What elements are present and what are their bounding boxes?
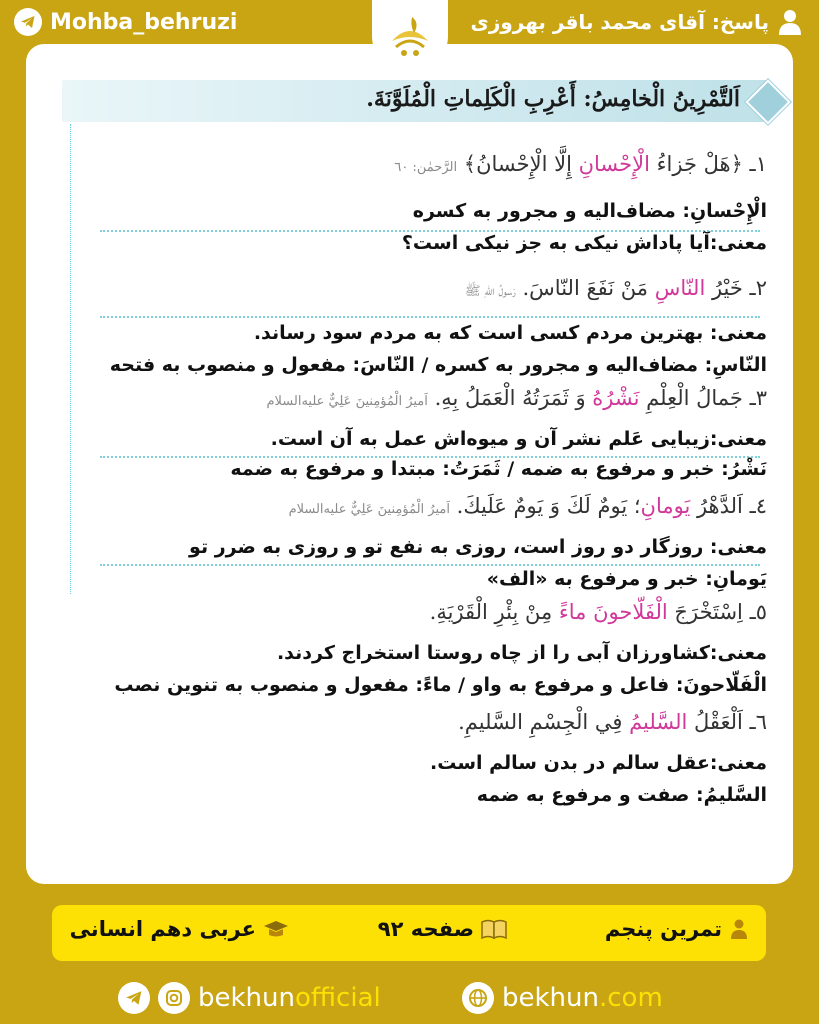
website-link[interactable] <box>462 982 663 1014</box>
social-handle[interactable] <box>118 982 381 1014</box>
translation-line: معنی:کشاورزان آبی را از چاه روستا استخراج کردند. <box>276 642 767 664</box>
telegram-icon <box>118 982 150 1014</box>
instagram-icon <box>158 982 190 1014</box>
translation-line: معنی:زیبایی عَلم نشر آن و میوه‌اش عمل به آن است. <box>270 428 767 450</box>
globe-icon <box>462 982 494 1014</box>
highlighted-word: نَشْرُهُ <box>592 386 640 410</box>
graduation-cap-icon <box>262 918 290 940</box>
arabic-sentence-6: ٦ـ اَلْعَقْلُ السَّليمُ فِي الْجِسْمِ السَّليمِ. <box>458 710 767 734</box>
arabic-sentence-2: ٢ـ خَيْرُ النّاسِ مَنْ نَفَعَ النّاسَ. رَسولُ اللهِ ﷺ <box>464 276 767 300</box>
analysis-line: السَّلیمُ: صفت و مرفوع به ضمه <box>476 784 767 806</box>
translation-line: معنی: روزگار دو روز است، روزی به نفع تو و روزی به ضرر تو <box>189 536 767 558</box>
page-label: صفحه ۹۲ <box>378 917 508 941</box>
open-book-icon <box>480 918 508 940</box>
translation-line: معنی:آیا پاداش نیکی به جز نیکی است؟ <box>401 232 767 254</box>
highlighted-word: الْإِحْسانِ <box>578 152 650 176</box>
answer-author <box>471 8 804 36</box>
sentence-source: الرَّحمٰن: ٦٠ <box>394 160 458 175</box>
analysis-line: الْإِحْسانِ: مضاف‌اليه و مجرور به کسره <box>412 200 767 222</box>
analysis-line: النّاسِ: مضاف‌اليه و مجرور به کسره / النّاسَ: مفعول و منصوب به فتحه <box>109 354 767 376</box>
answer-author-text: پاسخ: آقای محمد باقر بهروزی <box>470 10 769 34</box>
analysis-line: نَشْرُ: خبر و مرفوع به ضمه / ثَمَرَتُ: مبتدا و مرفوع به ضمه <box>230 458 767 480</box>
arabic-sentence-1: ١ـ ﴿هَلْ جَزاءُ الْإِحْسانِ إِلَّا الْإِحْسانُ﴾ الرَّحمٰن: ٦٠ <box>394 152 767 176</box>
exercise-title-band <box>62 80 770 122</box>
exercise-label: تمرین پنجم <box>605 917 750 941</box>
translation-line: معنی:عقل سالم در بدن سالم است. <box>430 752 767 774</box>
user-icon <box>777 8 803 36</box>
telegram-icon <box>14 8 42 36</box>
channel-handle[interactable] <box>14 8 237 36</box>
arabic-sentence-5: ٥ـ اِسْتَخْرَجَ الْفَلّاحونَ ماءً مِنْ بِئْرِ الْقَرْيَةِ. <box>429 600 767 624</box>
highlighted-word: الْفَلّاحونَ ماءً <box>558 600 668 624</box>
dotted-divider <box>100 564 760 566</box>
exercise-title: اَلتَّمْرِينُ الْخامِسُ: أَعْرِبِ الْكَلِماتِ الْمُلَوَّنَةَ. <box>366 86 740 112</box>
lesson-info-bar <box>52 905 766 961</box>
highlighted-word: يَومانِ <box>640 494 691 518</box>
analysis-line: الْفَلّاحونَ: فاعل و مرفوع به واو / ماءً: مفعول و منصوب به تنوین نصب <box>114 674 767 696</box>
book-label: عربی دهم انسانی <box>70 917 290 941</box>
sentence-source: اَميرُ الْمُؤمِنينَ عَلِيٌّ عليه‌السلام <box>288 502 450 517</box>
arabic-sentence-4: ٤ـ اَلدَّهْرُ يَومانِ؛ يَومٌ لَكَ وَ يَومٌ عَلَيكَ. اَميرُ الْمُؤمِنينَ عَلِيٌّ عليه‌السلام <box>288 494 767 518</box>
translation-line: معنی: بهترین مردم کسی است که به مردم سود رساند. <box>253 322 767 344</box>
channel-name: Mohba_behruzi <box>50 9 238 35</box>
highlighted-word: النّاسِ <box>654 276 706 300</box>
website-url: bekhun.com <box>502 983 663 1013</box>
teacher-icon <box>728 918 750 940</box>
sentence-source: رَسولُ اللهِ ﷺ <box>464 284 516 299</box>
arabic-sentence-3: ٣ـ جَمالُ الْعِلْمِ نَشْرُهُ وَ ثَمَرَتُهُ الْعَمَلُ بِهِ. اَميرُ الْمُؤمِنينَ عَلِيٌّ عليه‌السلام <box>266 386 767 410</box>
highlighted-word: السَّليمُ <box>629 710 688 734</box>
bekhun-logo <box>372 0 448 74</box>
sentence-source: اَميرُ الْمُؤمِنينَ عَلِيٌّ عليه‌السلام <box>266 394 428 409</box>
analysis-line: یَومانِ: خبر و مرفوع به «الف» <box>486 568 767 590</box>
brand-handle: bekhunofficial <box>198 983 381 1013</box>
footer <box>0 974 819 1024</box>
dotted-divider <box>100 316 760 318</box>
margin-line <box>70 124 71 594</box>
